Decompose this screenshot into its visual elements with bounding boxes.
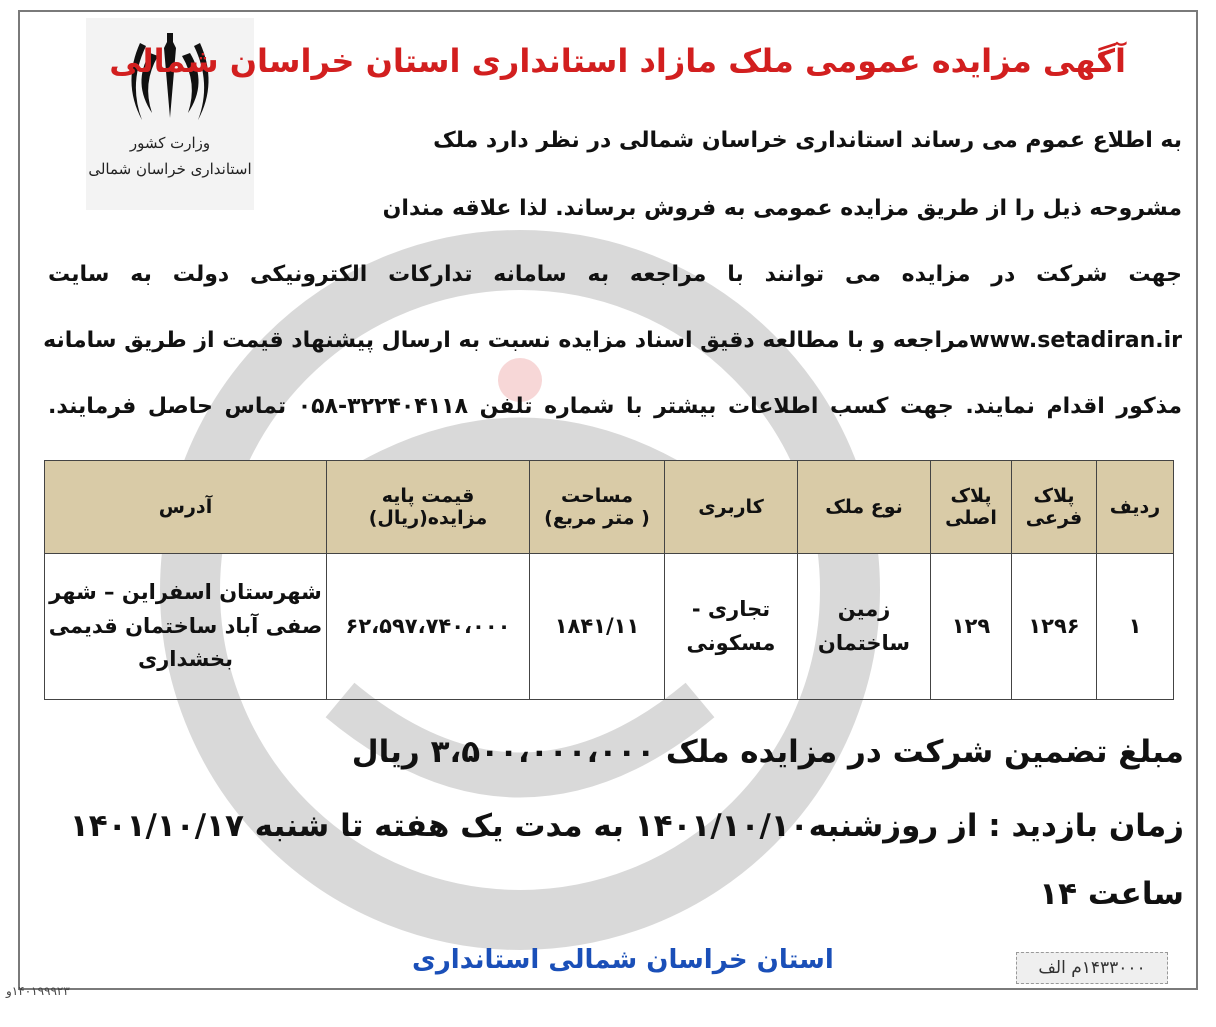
cell-area: ۱۸۴۱/۱۱ [530, 554, 665, 700]
body-line-1: به اطلاع عموم می رساند استانداری خراسان شمالی در نظر دارد ملک [433, 128, 1182, 153]
col-header-main-plate: پلاک اصلی [931, 461, 1012, 554]
body-line-5: مذکور اقدام نمایند. جهت کسب اطلاعات بیشتر با شماره تلفن ۳۲۲۴۰۴۱۱۸-۰۵۸ تماس حاصل فرمایند. [48, 394, 1182, 419]
body-line-2: مشروحه ذیل را از طریق مزایده عمومی به فروش برساند. لذا علاقه مندان [382, 196, 1182, 221]
side-code: ۱۴۰۱۹۹۹۲۳و [6, 984, 70, 998]
col-header-property-type: نوع ملک [798, 461, 931, 554]
body-line-3: جهت شرکت در مزایده می توانند با مراجعه به سامانه تدارکات الکترونیکی دولت به سایت [48, 262, 1182, 287]
deposit-line: مبلغ تضمین شرکت در مزایده ملک ۳،۵۰۰،۰۰۰،۰۰۰ ریال [351, 734, 1184, 770]
cell-usage: تجاری - مسکونی [665, 554, 798, 700]
ad-code-badge: ۱۴۳۳۰۰۰م الف [1016, 952, 1168, 984]
cell-address: شهرستان اسفراین – شهر صفی آباد ساختمان قدیمی بخشداری [45, 554, 327, 700]
col-header-row-no: ردیف [1097, 461, 1174, 554]
emblem-ministry-text: وزارت کشور [129, 134, 211, 152]
emblem-office-text: استانداری خراسان شمالی [88, 160, 252, 178]
footer-signature: استان خراسان شمالی استانداری [412, 945, 834, 975]
cell-property-type: زمین ساختمان [798, 554, 931, 700]
col-header-sub-plate: پلاک فرعی [1012, 461, 1097, 554]
col-header-area: مساحت ( متر مربع) [530, 461, 665, 554]
col-header-usage: کاربری [665, 461, 798, 554]
auction-table [44, 460, 1174, 700]
cell-base-price: ۶۲،۵۹۷،۷۴۰،۰۰۰ [327, 554, 530, 700]
cell-row-no: ۱ [1097, 554, 1174, 700]
cell-sub-plate: ۱۲۹۶ [1012, 554, 1097, 700]
visit-line-2: ساعت ۱۴ [1039, 876, 1184, 912]
col-header-address: آدرس [45, 461, 327, 554]
col-header-base-price: قیمت پایه مزایده(ریال) [327, 461, 530, 554]
cell-main-plate: ۱۲۹ [931, 554, 1012, 700]
visit-line-1: زمان بازدید : از روزشنبه۱۴۰۱/۱۰/۱۰ به مدت یک هفته تا شنبه ۱۴۰۱/۱۰/۱۷ [69, 808, 1184, 844]
notice-title: آگهی مزایده عمومی ملک مازاد استانداری استان خراسان شمالی [109, 42, 1126, 80]
body-line-4: www.setadiran.irمراجعه و با مطالعه دقیق اسناد مزایده نسبت به ارسال پیشنهاد قیمت از طریق سامانه [43, 328, 1182, 353]
table-row [45, 554, 1174, 700]
table-header-row [45, 461, 1174, 554]
